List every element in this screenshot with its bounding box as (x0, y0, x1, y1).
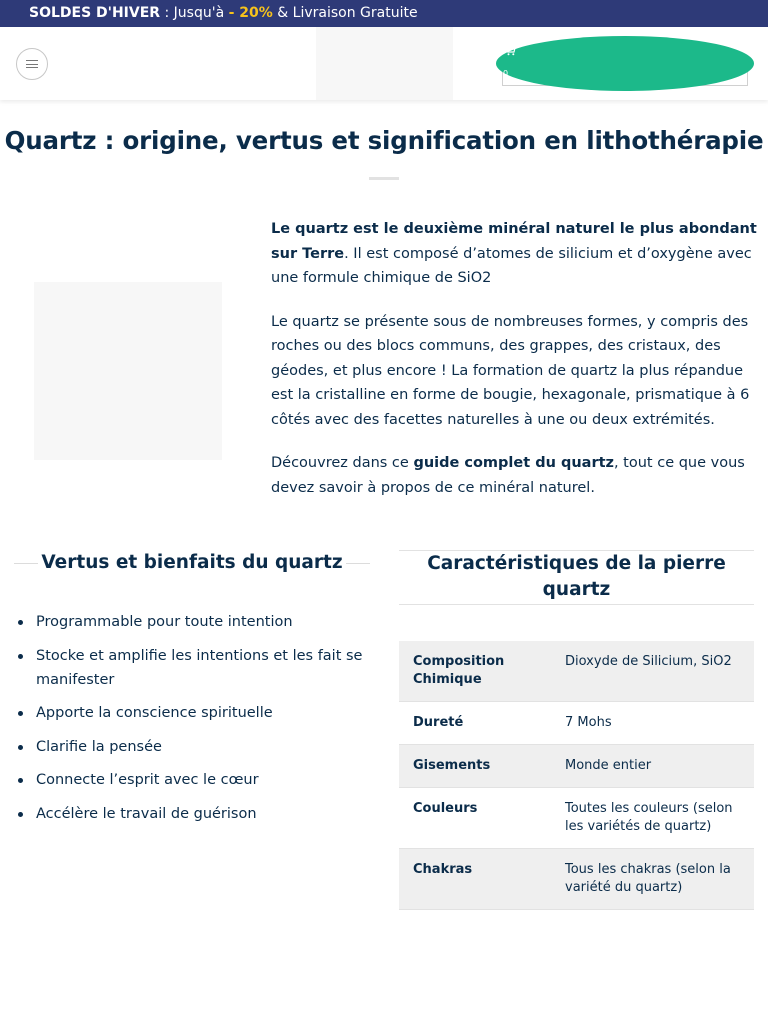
table-row (399, 849, 754, 910)
table-row (399, 745, 754, 788)
site-header (0, 27, 768, 100)
menu-button[interactable] (16, 48, 48, 80)
heading-rule-right (346, 563, 370, 564)
intro-paragraph-1 (271, 217, 757, 291)
promo-text-1: : Jusqu'à (160, 5, 229, 21)
list-item: Stocke et amplifie les intentions et les fait se manifester (17, 644, 377, 692)
promo-text-2: & Livraison Gratuite (272, 5, 418, 21)
section-divider-bottom (399, 604, 754, 605)
table-value: Dioxyde de Silicium, SiO2 (551, 641, 754, 702)
table-row (399, 702, 754, 745)
list-item: Connecte l’esprit avec le cœur (17, 768, 377, 792)
page-title: Quartz : origine, vertus et signification en lithothérapie (4, 126, 764, 155)
cart-icon (504, 45, 516, 58)
table-row (399, 788, 754, 849)
intro-text (271, 217, 757, 519)
list-item: Programmable pour toute intention (17, 610, 377, 634)
benefits-heading-block (14, 548, 370, 578)
table-key: Gisements (399, 745, 551, 788)
promo-bar (0, 0, 768, 27)
list-item: Apporte la conscience spirituelle (17, 701, 377, 725)
intro-p1-rest: . Il est composé d’atomes de silicium et d’oxygène avec une formule chimique de SiO2 (271, 245, 752, 286)
quartz-image (34, 282, 222, 460)
intro-p3-start: Découvrez dans ce (271, 455, 414, 471)
table-value: Toutes les couleurs (selon les variétés de quartz) (551, 788, 754, 849)
promo-label: SOLDES D'HIVER (29, 5, 161, 21)
promo-discount: - 20% (228, 5, 273, 21)
characteristics-heading: Caractéristiques de la pierre quartz (427, 553, 726, 600)
table-key: Chakras (399, 849, 551, 910)
table-value: Tous les chakras (selon la variété du quartz) (551, 849, 754, 910)
table-key: Dureté (399, 702, 551, 745)
characteristics-table (399, 641, 754, 910)
table-row (399, 641, 754, 702)
benefits-list (17, 610, 377, 835)
cart-button[interactable] (496, 36, 754, 91)
intro-p3-end: , tout ce que vous devez savoir à propos de ce minéral naturel. (271, 455, 745, 496)
table-key: Couleurs (399, 788, 551, 849)
table-value: Monde entier (551, 745, 754, 788)
guide-emphasis: guide complet du quartz (413, 455, 614, 471)
intro-highlight: Le quartz est le deuxième minéral naturel le plus abondant sur Terre (271, 221, 757, 262)
benefits-heading: Vertus et bienfaits du quartz (41, 552, 343, 573)
list-item: Accélère le travail de guérison (17, 802, 377, 826)
table-value: 7 Mohs (551, 702, 754, 745)
site-logo[interactable] (316, 27, 453, 100)
intro-paragraph-3 (271, 451, 757, 500)
intro-paragraph-2: Le quartz se présente sous de nombreuses formes, y compris des roches ou des blocs communs, des grappes, des cristaux, des géodes, et plus encore ! La formation de quartz la plus répandue est la cristalline en forme de bougie, hexagonale, prismatique à 6 côtés avec des facettes naturelles à une ou deux extrémités. (271, 313, 750, 428)
table-key: Composition Chimique (399, 641, 551, 702)
menu-icon (26, 60, 38, 68)
list-item: Clarifie la pensée (17, 735, 377, 759)
title-divider (369, 177, 399, 180)
cart-count: 0 (503, 69, 509, 78)
